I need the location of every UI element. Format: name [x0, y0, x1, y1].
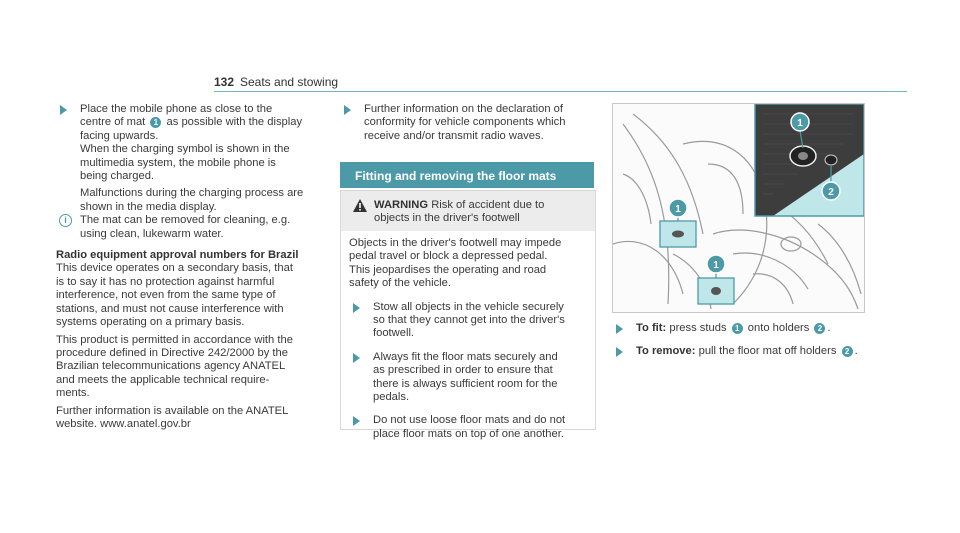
- instruction-step: [56, 103, 326, 214]
- warning-box: [340, 190, 596, 440]
- text-line: This device operates on a secondary basis, that: [56, 262, 293, 275]
- page-number: 132: [214, 75, 235, 89]
- step-arrow-icon: [353, 416, 360, 426]
- text-line: is to say it has no protection against harmful: [56, 275, 275, 288]
- text-line: The mat can be removed for cleaning, e.g.: [80, 214, 291, 227]
- column-middle: [340, 103, 595, 143]
- step-fit: [612, 322, 892, 335]
- text-line: Further information on the declaration of: [364, 103, 563, 115]
- text-line: Further information is available on the ANATEL: [56, 404, 289, 417]
- warning-instruction: [349, 351, 589, 405]
- text-line: Stow all objects in the vehicle securely: [373, 300, 564, 313]
- step-remove: [612, 345, 892, 358]
- step-arrow-icon: [616, 324, 623, 334]
- paragraph: [56, 405, 326, 432]
- warning-title: [374, 199, 589, 226]
- text-line: Objects in the driver's footwell may impede: [349, 237, 562, 249]
- footwell-drawing: [613, 104, 864, 312]
- callout-badge: 2: [814, 323, 825, 334]
- text-span: objects in the driver's footwell: [374, 212, 520, 225]
- text-span: onto holders: [747, 322, 810, 334]
- text-line: Brazilian telecommunications agency ANATEL: [56, 360, 286, 373]
- text-line: stations, and must not cause interference with: [56, 302, 284, 315]
- page-section-title: Seats and stowing: [240, 75, 339, 89]
- info-icon: i: [59, 214, 72, 227]
- paragraph: [56, 334, 326, 401]
- warning-label: WARNING: [374, 199, 429, 211]
- text-span: centre of mat: [80, 116, 146, 129]
- text-span: .: [854, 345, 858, 358]
- text-line: facing upwards.: [80, 129, 159, 142]
- section-heading: Radio equipment approval numbers for Brazil: [56, 249, 299, 262]
- text-line: Malfunctions during the charging process are: [80, 187, 304, 200]
- text-span: pull the floor mat off holders: [698, 345, 837, 358]
- text-line: footwell.: [373, 327, 415, 340]
- warning-instruction: [349, 301, 589, 341]
- step-label: To fit:: [636, 322, 667, 334]
- text-line: pedal travel or block a depressed pedal.: [349, 250, 548, 263]
- page-header: [0, 0, 960, 90]
- callout-2-label: 2: [828, 187, 834, 198]
- text-line: as prescribed in order to ensure that: [373, 364, 553, 377]
- text-line: Do not use loose floor mats and do not: [373, 414, 566, 427]
- header-rule: [214, 91, 907, 92]
- step-arrow-icon: [353, 303, 360, 313]
- text-line: place floor mats on top of one another.: [373, 427, 564, 440]
- text-line: This product is permitted in accordance with the: [56, 333, 293, 346]
- text-line: shown in the media display.: [80, 200, 217, 213]
- text-line: conformity for vehicle components which: [364, 116, 566, 129]
- callout-1-label: 1: [713, 260, 719, 271]
- step-arrow-icon: [344, 105, 351, 115]
- step-arrow-icon: [616, 347, 623, 357]
- text-line: and meets the applicable technical require-: [56, 373, 270, 386]
- step-arrow-icon: [353, 353, 360, 363]
- instruction-step: [340, 103, 595, 143]
- text-line: safety of the vehicle.: [349, 277, 451, 290]
- warning-header: [341, 191, 595, 231]
- warning-instruction: [349, 414, 589, 441]
- callout-1-label: 1: [675, 204, 681, 215]
- text-line: so that they cannot get into the driver's: [373, 314, 565, 327]
- step-label: To remove:: [636, 345, 696, 358]
- fitting-steps: [612, 322, 892, 369]
- warning-triangle-icon: [353, 199, 367, 212]
- text-line: ments.: [56, 387, 90, 400]
- text-line: receive and/or transmit radio waves.: [364, 129, 544, 142]
- text-span: .: [827, 322, 831, 334]
- callout-1-label: 1: [797, 118, 803, 129]
- warning-body: [349, 237, 589, 441]
- text-line: interference, not even from the same type of: [56, 289, 276, 302]
- text-line: This jeopardises the operating and road: [349, 263, 547, 276]
- text-line: using clean, lukewarm water.: [80, 227, 224, 240]
- text-line: [80, 116, 326, 129]
- text-line: systems operating on a primary basis.: [56, 316, 245, 329]
- text-span: press studs: [669, 322, 727, 334]
- text-line: there is always sufficient room for the: [373, 377, 558, 390]
- callout-badge: 1: [150, 117, 161, 128]
- text-span: Risk of accident due to: [431, 199, 545, 211]
- text-line: Always fit the floor mats securely and: [373, 350, 558, 363]
- text-line: multimedia system, the mobile phone is: [80, 156, 276, 169]
- section-title: Fitting and removing the floor mats: [355, 169, 557, 183]
- text-line: being charged.: [80, 170, 155, 183]
- text-line: website. www.anatel.gov.br: [56, 417, 191, 430]
- column-left: [56, 103, 326, 431]
- text-span: as possible with the display: [166, 116, 303, 129]
- text-line: When the charging symbol is shown in the: [80, 143, 290, 156]
- text-line: Place the mobile phone as close to the: [80, 103, 273, 115]
- callout-badge: 2: [842, 346, 853, 357]
- text-line: procedure defined in Directive 242/2000 by the: [56, 346, 288, 359]
- step-arrow-icon: [60, 105, 67, 115]
- paragraph: [56, 262, 326, 329]
- info-note: [56, 214, 326, 241]
- callout-badge: 1: [732, 323, 743, 334]
- floor-mat-illustration: [612, 103, 865, 313]
- text-line: pedals.: [373, 391, 410, 404]
